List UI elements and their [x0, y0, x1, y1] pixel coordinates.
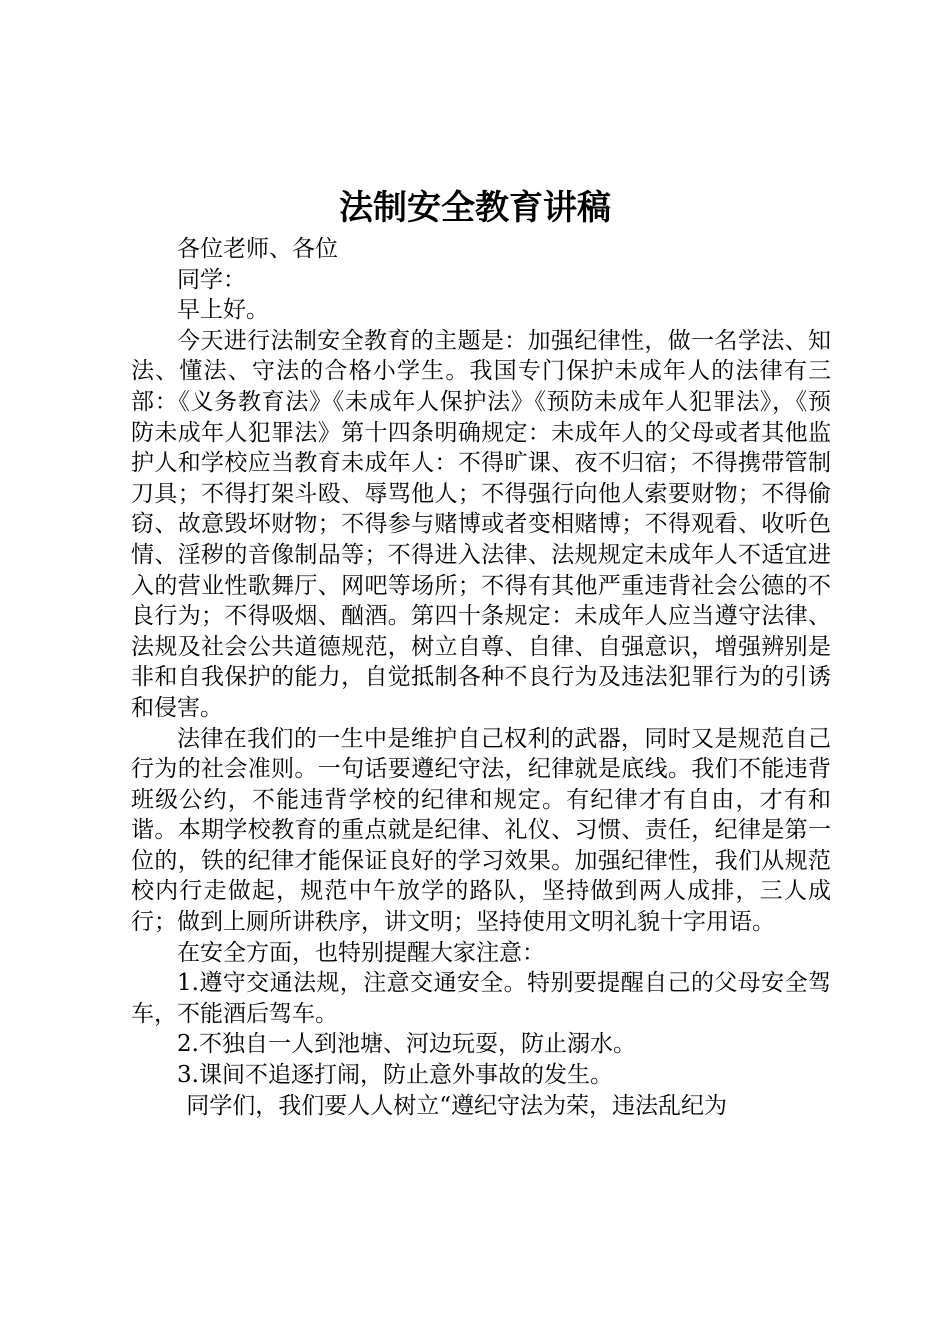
paragraph-theme: 今天进行法制安全教育的主题是：加强纪律性，做一名学法、知法、懂法、守法的合格小学生。我国专门保护未成年人的法律有三部：《义务教育法》《未成年人保护法》《预防未成年人犯罪法》，《预防未成年人犯罪法》第十四条明确规定：未成年人的父母或者其他监护人和学校应当教育未成年人：不得旷课、夜不归宿；不得携带管制刀具；不得打架斗殴、辱骂他人；不得强行向他人索要财物；不得偷窃、故意毁坏财物；不得参与赌博或者变相赌博；不得观看、收听色情、淫秽的音像制品等；不得进入法律、法规规定未成年人不适宜进入的营业性歌舞厅、网吧等场所；不得有其他严重违背社会公德的不良行为；不得吸烟、酗酒。第四十条规定：未成年人应当遵守法律、法规及社会公共道德规范，树立自尊、自律、自强意识，增强辨别是非和自我保护的能力，自觉抵制各种不良行为及违法犯罪行为的引诱和侵害。 — [131, 327, 831, 721]
document-body — [131, 234, 831, 1121]
list-item-water: 2.不独自一人到池塘、河边玩耍，防止溺水。 — [177, 1031, 636, 1058]
paragraph-greeting-1: 各位老师、各位 — [177, 236, 338, 262]
paragraph-safety-intro: 在安全方面，也特别提醒大家注意： — [177, 939, 545, 966]
paragraph-good-morning: 早上好。 — [177, 297, 269, 324]
list-item-recess: 3.课间不追逐打闹，防止意外事故的发生。 — [177, 1062, 613, 1089]
paragraph-law: 法律在我们的一生中是维护自己权利的武器，同时又是规范自己行为的社会准则。一句话要遵纪守法，纪律就是底线。我们不能违背班级公约，不能违背学校的纪律和规定。有纪律才有自由，才有和谐。本期学校教育的重点就是纪律、礼仪、习惯、责任，纪律是第一位的，铁的纪律才能保证良好的学习效果。加强纪律性，我们从规范校内行走做起，规范中午放学的路队，坚持做到两人成排，三人成行；做到上厕所讲秩序，讲文明；坚持使用文明礼貌十字用语。 — [131, 725, 831, 936]
document-title: 法制安全教育讲稿 — [339, 188, 611, 228]
list-item-traffic: 1.遵守交通法规，注意交通安全。特别要提醒自己的父母安全驾车，不能酒后驾车。 — [131, 970, 831, 1027]
paragraph-closing: 同学们，我们要人人树立“遵纪守法为荣，违法乱纪为 — [186, 1092, 727, 1119]
paragraph-greeting-2: 同学： — [177, 266, 246, 293]
